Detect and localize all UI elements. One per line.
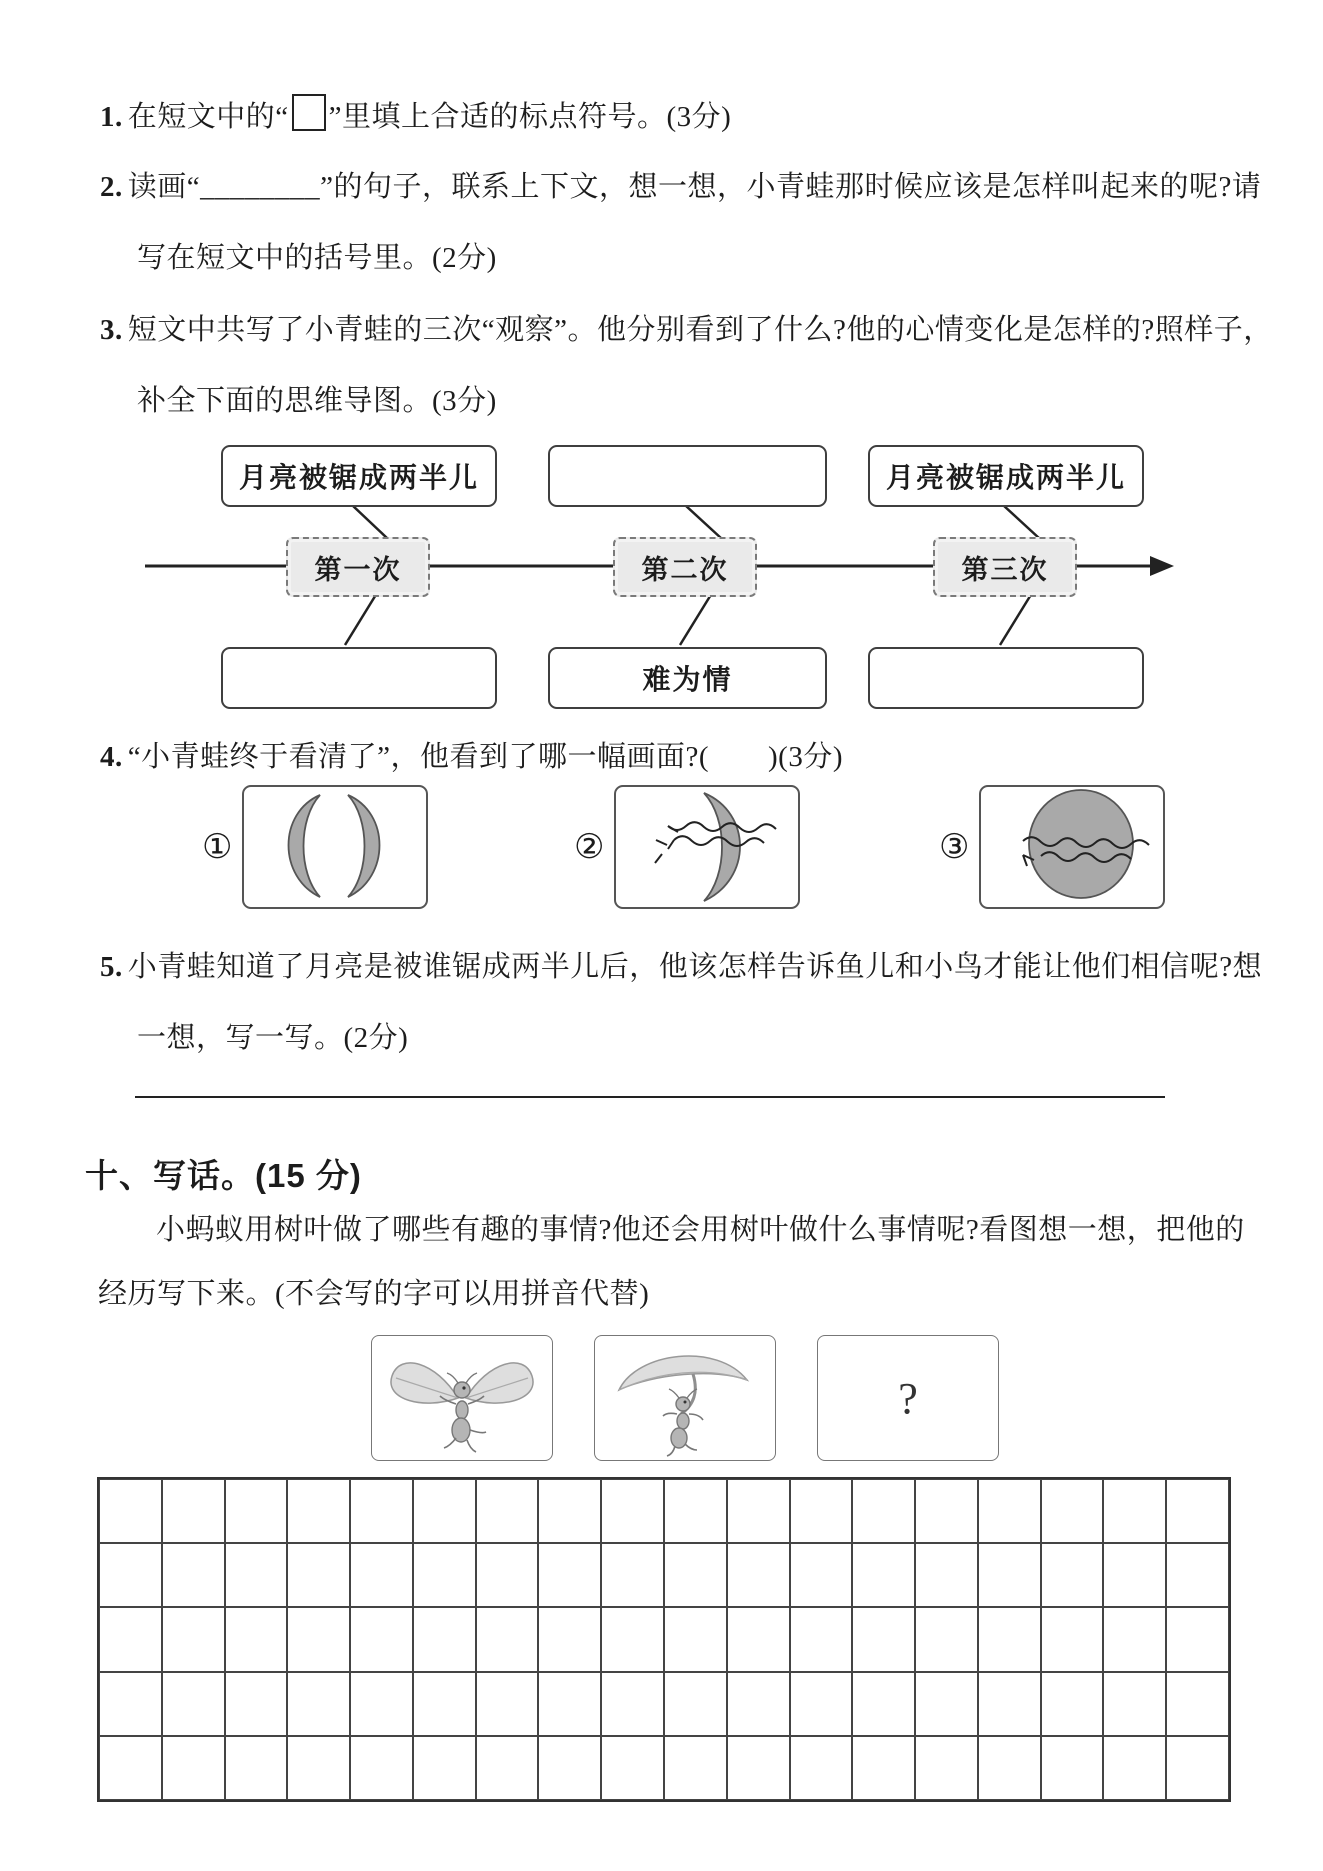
- grid-cell[interactable]: [790, 1543, 853, 1607]
- grid-cell[interactable]: [978, 1543, 1041, 1607]
- grid-cell[interactable]: [727, 1607, 790, 1671]
- grid-cell[interactable]: [664, 1543, 727, 1607]
- question-text: 小青蛙知道了月亮是被谁锯成两半儿后，他该怎样告诉鱼儿和小鸟才能让他们相信呢?想一想，写一写。(2分): [127, 951, 1263, 1054]
- grid-cell[interactable]: [915, 1672, 978, 1736]
- grid-cell[interactable]: [538, 1607, 601, 1671]
- grid-cell[interactable]: [601, 1672, 664, 1736]
- grid-cell[interactable]: [1103, 1607, 1166, 1671]
- mindmap-bottom-box-3-blank[interactable]: [868, 647, 1144, 709]
- grid-cell[interactable]: [350, 1543, 413, 1607]
- grid-cell[interactable]: [287, 1672, 350, 1736]
- option-1-label: ①: [202, 829, 233, 866]
- arrowhead-icon: [1150, 556, 1174, 576]
- grid-cell[interactable]: [915, 1543, 978, 1607]
- grid-cell[interactable]: [915, 1736, 978, 1800]
- mindmap-bottom-box-2: 难为情: [548, 647, 827, 709]
- grid-cell[interactable]: [162, 1479, 225, 1543]
- option-1: [202, 785, 428, 909]
- option-2-label: ②: [574, 829, 605, 866]
- mindmap-top-box-3: 月亮被锯成两半儿: [868, 445, 1144, 507]
- grid-cell[interactable]: [1103, 1543, 1166, 1607]
- grid-cell[interactable]: [1166, 1479, 1229, 1543]
- grid-cell[interactable]: [99, 1543, 162, 1607]
- grid-cell[interactable]: [601, 1736, 664, 1800]
- grid-cell[interactable]: [1166, 1543, 1229, 1607]
- mindmap-node-second: 第二次: [613, 537, 757, 597]
- punctuation-blank-box[interactable]: [292, 94, 326, 131]
- grid-cell[interactable]: [601, 1607, 664, 1671]
- writing-prompt-pictures: [0, 1335, 1323, 1463]
- grid-cell[interactable]: [538, 1543, 601, 1607]
- grid-cell[interactable]: [287, 1736, 350, 1800]
- grid-cell[interactable]: [790, 1672, 853, 1736]
- grid-cell[interactable]: [1041, 1672, 1104, 1736]
- writing-prompt: 小蚂蚁用树叶做了哪些有趣的事情?他还会用树叶做什么事情呢?看图想一想，把他的经历写下来。(不会写的字可以用拼音代替): [98, 1214, 1245, 1310]
- grid-cell[interactable]: [915, 1607, 978, 1671]
- question-text: ”里填上合适的标点符号。(3分): [328, 101, 732, 133]
- mindmap-bottom-box-1-blank[interactable]: [221, 647, 497, 709]
- grid-cell[interactable]: [99, 1736, 162, 1800]
- question-text: 在短文中的“: [127, 101, 289, 133]
- grid-cell[interactable]: [978, 1736, 1041, 1800]
- question-mark-glyph: ?: [898, 1373, 918, 1423]
- mindmap-node-first: 第一次: [286, 537, 430, 597]
- option-3-label: ③: [939, 829, 970, 866]
- mindmap-node-third: 第三次: [933, 537, 1077, 597]
- grid-cell[interactable]: [413, 1607, 476, 1671]
- grid-cell[interactable]: [99, 1479, 162, 1543]
- grid-cell[interactable]: [727, 1479, 790, 1543]
- grid-cell[interactable]: [852, 1543, 915, 1607]
- grid-cell[interactable]: [1041, 1543, 1104, 1607]
- grid-cell[interactable]: [852, 1479, 915, 1543]
- grid-cell[interactable]: [162, 1672, 225, 1736]
- grid-cell[interactable]: [538, 1672, 601, 1736]
- grid-cell[interactable]: [852, 1672, 915, 1736]
- grid-cell[interactable]: [790, 1479, 853, 1543]
- question-1: [100, 82, 1277, 153]
- grid-cell[interactable]: [664, 1479, 727, 1543]
- grid-cell[interactable]: [476, 1543, 539, 1607]
- two-crescent-moons-image: [242, 785, 428, 909]
- grid-cell[interactable]: [476, 1607, 539, 1671]
- question-4-options: [0, 785, 1323, 910]
- question-3: [100, 295, 1277, 437]
- full-moon-with-wavy-line-image: [979, 785, 1165, 909]
- grid-cell[interactable]: [225, 1607, 288, 1671]
- grid-cell[interactable]: [413, 1543, 476, 1607]
- grid-cell[interactable]: [1041, 1607, 1104, 1671]
- grid-cell[interactable]: [727, 1736, 790, 1800]
- grid-cell[interactable]: [225, 1543, 288, 1607]
- grid-cell[interactable]: [99, 1607, 162, 1671]
- question-4: [100, 722, 1277, 793]
- grid-cell[interactable]: [287, 1543, 350, 1607]
- grid-cell[interactable]: [790, 1607, 853, 1671]
- grid-cell[interactable]: [476, 1479, 539, 1543]
- grid-cell[interactable]: [852, 1607, 915, 1671]
- mindmap-top-box-2-blank[interactable]: [548, 445, 827, 507]
- grid-cell[interactable]: [538, 1479, 601, 1543]
- mindmap-diagram: [140, 445, 1180, 717]
- grid-cell[interactable]: [978, 1672, 1041, 1736]
- grid-cell[interactable]: [162, 1607, 225, 1671]
- grid-cell[interactable]: [1166, 1672, 1229, 1736]
- grid-cell[interactable]: [978, 1479, 1041, 1543]
- grid-cell[interactable]: [601, 1479, 664, 1543]
- grid-cell[interactable]: [287, 1479, 350, 1543]
- question-number: 4.: [100, 741, 123, 773]
- section-heading: 十、写话。(15 分): [85, 1157, 362, 1194]
- grid-cell[interactable]: [1103, 1672, 1166, 1736]
- question-number: 1.: [100, 101, 123, 133]
- option-2: [574, 785, 800, 909]
- question-5: [100, 932, 1277, 1074]
- grid-cell[interactable]: [1166, 1607, 1229, 1671]
- grid-cell[interactable]: [99, 1672, 162, 1736]
- grid-cell[interactable]: [727, 1672, 790, 1736]
- question-2: [100, 152, 1277, 294]
- question-number: 3.: [100, 314, 123, 346]
- grid-cell[interactable]: [727, 1543, 790, 1607]
- grid-cell[interactable]: [538, 1736, 601, 1800]
- question-number: 5.: [100, 951, 123, 983]
- grid-cell[interactable]: [350, 1672, 413, 1736]
- grid-cell[interactable]: [664, 1672, 727, 1736]
- grid-cell[interactable]: [601, 1543, 664, 1607]
- grid-cell[interactable]: [413, 1479, 476, 1543]
- grid-cell[interactable]: [225, 1736, 288, 1800]
- grid-cell[interactable]: [476, 1736, 539, 1800]
- grid-cell[interactable]: [350, 1607, 413, 1671]
- question-text: “小青蛙终于看清了”，他看到了哪一幅画面?( )(3分): [127, 741, 843, 773]
- ant-holding-leaf-umbrella-image: [594, 1335, 776, 1461]
- grid-cell[interactable]: [225, 1479, 288, 1543]
- grid-cell[interactable]: [350, 1479, 413, 1543]
- grid-cell[interactable]: [664, 1736, 727, 1800]
- grid-cell[interactable]: [225, 1672, 288, 1736]
- grid-cell[interactable]: [915, 1479, 978, 1543]
- grid-cell[interactable]: [852, 1736, 915, 1800]
- mindmap-top-box-1: 月亮被锯成两半儿: [221, 445, 497, 507]
- ant-flying-with-leaf-wings-image: [371, 1335, 553, 1461]
- grid-cell[interactable]: [978, 1607, 1041, 1671]
- grid-cell[interactable]: [287, 1607, 350, 1671]
- grid-cell[interactable]: [1041, 1479, 1104, 1543]
- grid-cell[interactable]: [476, 1672, 539, 1736]
- option-3: [939, 785, 1165, 909]
- grid-cell[interactable]: [790, 1736, 853, 1800]
- grid-cell[interactable]: [664, 1607, 727, 1671]
- grid-cell[interactable]: [162, 1543, 225, 1607]
- grid-cell[interactable]: [162, 1736, 225, 1800]
- grid-cell[interactable]: [413, 1672, 476, 1736]
- question-text: 短文中共写了小青蛙的三次“观察”。他分别看到了什么?他的心情变化是怎样的?照样子，补全下面的思维导图。(3分): [127, 314, 1273, 417]
- crescent-moon-with-wavy-line-image: [614, 785, 800, 909]
- question-mark-image: [817, 1335, 999, 1461]
- grid-cell[interactable]: [1166, 1736, 1229, 1800]
- question-number: 2.: [100, 171, 123, 203]
- grid-cell[interactable]: [413, 1736, 476, 1800]
- grid-cell[interactable]: [350, 1736, 413, 1800]
- grid-cell[interactable]: [1041, 1736, 1104, 1800]
- grid-cell[interactable]: [1103, 1736, 1166, 1800]
- writing-grid: [97, 1477, 1231, 1802]
- answer-blank-line[interactable]: [135, 1056, 1165, 1098]
- question-text: 读画“________”的句子，联系上下文，想一想，小青蛙那时候应该是怎样叫起来的呢?请写在短文中的括号里。(2分): [127, 171, 1262, 274]
- grid-cell[interactable]: [1103, 1479, 1166, 1543]
